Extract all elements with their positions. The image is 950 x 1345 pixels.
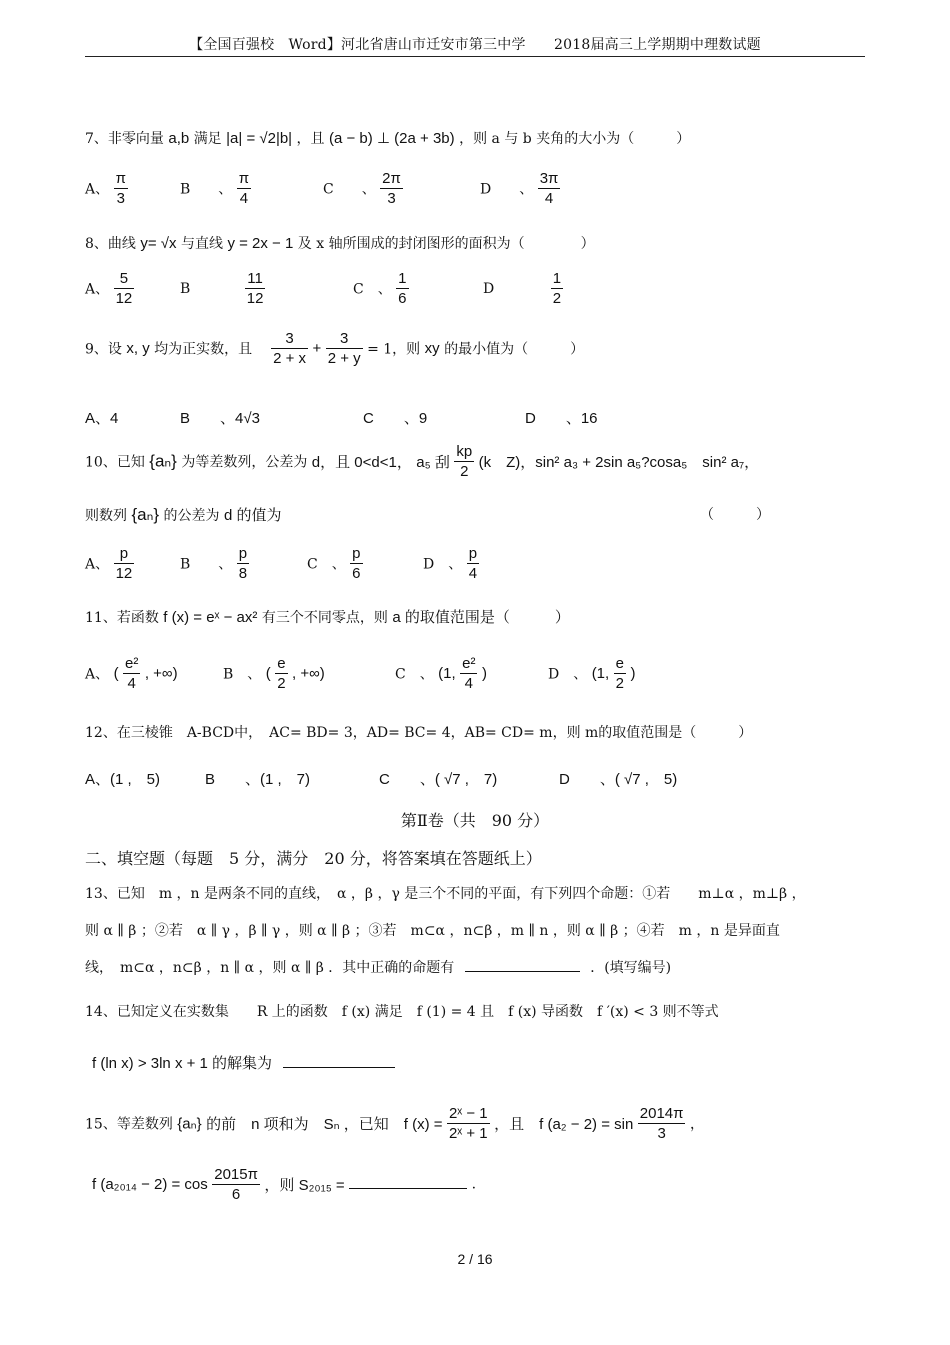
fraction	[614, 655, 626, 692]
option-label: A、	[85, 181, 110, 198]
numerator: p	[114, 545, 135, 564]
option-label: C 、	[307, 556, 346, 573]
denominator: 12	[115, 290, 133, 307]
q10-mid: 为等差数列，公差为	[181, 454, 308, 471]
question-15-line-2	[92, 1166, 476, 1203]
q12-option-b: B 、(1 , 7)	[205, 771, 311, 788]
interval-close: , +∞)	[292, 665, 325, 682]
q7-cond-math: |a| = √2|b|	[226, 130, 293, 147]
numerator: 1	[552, 270, 562, 287]
q10-answer-paren: （ ）	[700, 507, 770, 523]
fraction	[538, 170, 561, 207]
q9-suffix: 的最小值为（ ）	[444, 341, 585, 358]
fraction	[551, 270, 563, 307]
q10-line2b: 的公差为	[163, 508, 220, 524]
question-9	[85, 330, 584, 367]
q9-option-c: C 、9	[363, 410, 428, 427]
q9-option-a: A、4	[85, 410, 119, 427]
fraction	[460, 655, 477, 692]
section-title: 第Ⅱ卷（共 90 分）	[400, 811, 550, 830]
q9-plus: +	[312, 340, 322, 357]
q15-seq: {aₙ}	[177, 1115, 202, 1133]
q11-option-d	[548, 655, 635, 692]
numerator: 1	[398, 270, 407, 287]
denominator: 2ˣ + 1	[448, 1125, 488, 1142]
denominator: 2	[460, 463, 469, 480]
denominator: 4	[468, 565, 478, 582]
option-label: B 、	[180, 556, 233, 573]
numerator: 2ˣ − 1	[448, 1105, 488, 1122]
fraction	[275, 655, 287, 692]
numerator: π	[115, 170, 126, 187]
question-14-line-1: 14、已知定义在实数集 R 上的函数 f (x) 满足 f (1) = 4 且 f (x) 导函数 f ′(x) < 3 则不等式	[85, 1004, 719, 1020]
q15-period: .	[471, 1176, 477, 1193]
numerator: p	[238, 545, 248, 562]
fraction	[350, 545, 362, 582]
page-number: 2 / 16	[457, 1251, 493, 1267]
q8-curve: y= √x	[140, 235, 177, 252]
q8-mid: 与直线	[181, 236, 223, 252]
question-12: 12、在三棱锥 A-BCD中， AC= BD= 3，AD= BC= 4，AB= CD= m，则 m的取值范围是（ ）	[85, 725, 753, 741]
q8-suffix: 及 x 轴所围成的封闭图形的面积为（ ）	[297, 236, 595, 252]
question-10	[85, 443, 759, 480]
q10-condition: (k Z)，sin² a₃ + 2sin a₅?cosa₅ sin² a₇，	[478, 454, 760, 471]
denominator: 4	[239, 190, 249, 207]
q10-option-c	[307, 545, 363, 582]
interval-close: , +∞)	[144, 665, 178, 682]
denominator: 3	[387, 190, 396, 207]
numerator: e	[615, 655, 624, 672]
q11-prefix: 11、若函数	[85, 610, 159, 626]
option-label: A、	[85, 666, 110, 683]
fraction	[114, 270, 135, 307]
q9-fraction-1	[271, 330, 308, 367]
q9-xy: xy	[424, 340, 440, 357]
section-subtitle: 二、填空题（每题 5 分，满分 20 分，将答案填在答题纸上）	[85, 849, 542, 868]
q7-vectors: a,b	[168, 130, 190, 147]
numerator: p	[352, 545, 361, 562]
numerator: e²	[462, 655, 476, 672]
denominator: 12	[246, 290, 264, 307]
q9-prefix: 9、设	[85, 341, 122, 358]
option-label: B 、	[223, 666, 262, 683]
q13-suffix: ．(填写编号)	[590, 960, 672, 976]
interval-close: )	[481, 665, 487, 682]
fraction	[114, 545, 135, 582]
q11-option-c	[395, 655, 487, 692]
interval-close: )	[630, 665, 636, 682]
numerator: π	[238, 170, 250, 187]
q15-answer-blank[interactable]	[349, 1174, 467, 1189]
denominator: 4	[544, 190, 554, 207]
option-label: D 、	[548, 666, 588, 683]
denominator: 8	[238, 565, 248, 582]
option-label: B 、	[180, 181, 233, 198]
q8-option-d	[483, 270, 563, 307]
numerator: 2015π	[214, 1166, 258, 1183]
denominator: 2 + y	[327, 350, 361, 367]
denominator: 3	[657, 1125, 666, 1142]
denominator: 6	[352, 565, 361, 582]
q10-option-d	[423, 545, 479, 582]
question-8	[85, 233, 595, 253]
q8-option-a	[85, 270, 134, 307]
numerator: kp	[456, 443, 473, 460]
denominator: 4	[127, 675, 136, 692]
q7-option-d	[480, 170, 560, 207]
q15-function-fraction	[447, 1105, 490, 1142]
q10-option-b	[180, 545, 249, 582]
interval-open: (1,	[438, 665, 456, 682]
q10-option-a	[85, 545, 134, 582]
q15-and: ，且 f (a₂ − 2) = sin	[494, 1116, 634, 1133]
question-13-line-1: 13、已知 m ，n 是两条不同的直线， α ，β ，γ 是三个不同的平面，有下列四个命题：①若 m⊥α ，m⊥β ，	[85, 886, 806, 902]
q7-prefix: 7、非零向量	[85, 131, 164, 147]
option-label: D 、	[423, 556, 463, 573]
question-11	[85, 606, 570, 627]
numerator: 3	[271, 330, 308, 349]
numerator: 3π	[539, 170, 559, 187]
q7-angle-text: a 与 b 夹角的大小为（ ）	[491, 131, 691, 147]
q11-option-b	[223, 655, 325, 692]
option-label: C 、	[353, 281, 392, 298]
question-14-line-2	[92, 1052, 401, 1073]
fraction	[467, 545, 479, 582]
numerator: 11	[245, 270, 266, 289]
numerator: 2014π	[639, 1105, 684, 1122]
q11-options	[85, 655, 865, 703]
q9-eq: = 1，则	[367, 341, 421, 358]
q10-prefix: 10、已知	[85, 454, 145, 471]
option-label: C 、	[395, 666, 434, 683]
q14-text: f (ln x) > 3ln x + 1 的解集为	[92, 1055, 273, 1072]
q15-comma: ，	[689, 1116, 704, 1133]
question-13-line-2: 则 α ∥ β ；②若 α ∥ γ ，β ∥ γ ，则 α ∥ β ；③若 m⊂α ，n⊂β ，m ∥ n ，则 α ∥ β ；④若 m ，n 是异面直	[85, 923, 780, 939]
fraction	[237, 545, 249, 582]
q14-answer-blank[interactable]	[283, 1053, 395, 1068]
q12-option-d: D 、( √7 , 5)	[559, 771, 678, 788]
q15-sin-fraction	[638, 1105, 686, 1142]
fraction	[237, 170, 251, 207]
interval-open: (	[265, 665, 271, 682]
q12-options	[85, 768, 865, 790]
numerator: e	[277, 655, 286, 672]
denominator: 2	[615, 675, 624, 692]
q8-prefix: 8、曲线	[85, 236, 136, 252]
question-13-line-3	[85, 957, 671, 977]
denominator: 2	[552, 290, 562, 307]
fraction	[380, 170, 403, 207]
denominator: 4	[464, 675, 473, 692]
q7-and: ，且	[296, 131, 325, 147]
fraction	[123, 655, 140, 692]
denominator: 6	[398, 290, 407, 307]
q10-seq: {aₙ}	[149, 451, 177, 471]
numerator: 2π	[382, 170, 401, 187]
q15-cos-text: f (a₂₀₁₄ − 2) = cos	[92, 1176, 208, 1193]
q12-option-a: A、(1 , 5)	[85, 771, 161, 788]
q10-d: d，且 0<d<1，	[311, 454, 412, 471]
q11-suffix: 有三个不同零点，则	[261, 610, 388, 626]
q15-mid: 的前 n 项和为 Sₙ ，已知 f (x) =	[206, 1116, 443, 1133]
q7-option-c	[323, 170, 403, 207]
q9-option-d: D 、16	[525, 410, 598, 427]
numerator: 3	[326, 330, 363, 349]
q7-option-b	[180, 170, 251, 207]
option-label: A、	[85, 556, 110, 573]
question-15-line-1	[85, 1105, 704, 1142]
q9-vars: x, y	[126, 340, 150, 357]
interval-open: (1,	[591, 665, 610, 682]
q11-range-text: a 的取值范围是（ ）	[392, 609, 570, 626]
q7-perp: (a − b) ⊥ (2a + 3b)	[329, 130, 455, 147]
q13-answer-blank[interactable]	[465, 957, 580, 972]
option-label: D	[483, 280, 495, 297]
option-label: C 、	[323, 181, 376, 198]
option-label: A、	[85, 281, 110, 298]
fraction	[114, 170, 128, 207]
q9-mid: 均为正实数，且	[154, 341, 253, 358]
q11-function: f (x) = eˣ − ax²	[163, 609, 258, 626]
q8-options	[85, 270, 865, 316]
interval-open: (	[113, 665, 119, 682]
q13-text: 线， m⊂α ，n⊂β ，n ∥ α ，则 α ∥ β ．其中正确的命题有	[85, 960, 455, 976]
denominator: 3	[116, 190, 125, 207]
q9-fraction-2	[326, 330, 363, 367]
q10-seq-2: {aₙ}	[131, 505, 160, 524]
q7-cond-text: 满足	[193, 131, 222, 147]
option-label: B	[180, 280, 191, 297]
q7-options	[85, 170, 865, 216]
header-divider	[85, 56, 865, 57]
q15-sum-text: ，则 S₂₀₁₅ =	[264, 1177, 345, 1194]
denominator: 12	[115, 565, 133, 582]
q10-kp-fraction	[454, 443, 474, 480]
fraction	[245, 270, 266, 307]
numerator: p	[468, 545, 478, 562]
q12-option-c: C 、( √7 , 7)	[379, 771, 498, 788]
q15-prefix: 15、等差数列	[85, 1116, 173, 1133]
q7-option-a	[85, 170, 128, 207]
q7-then: ，则	[459, 131, 488, 147]
denominator: 2 + x	[273, 350, 307, 367]
q11-option-a	[85, 655, 178, 692]
q8-option-c	[353, 270, 409, 307]
q10-options	[85, 545, 865, 591]
q9-option-b: B 、4√3	[180, 410, 260, 427]
q8-line: y = 2x − 1	[227, 235, 294, 252]
q10-line-2	[85, 504, 865, 525]
q15-cos-fraction	[212, 1166, 260, 1203]
q10-a5: a₅ 刮	[416, 454, 450, 471]
denominator: 6	[231, 1186, 241, 1203]
fraction	[396, 270, 408, 307]
denominator: 2	[277, 675, 286, 692]
option-label: D 、	[480, 181, 534, 198]
q10-line2-text: 则数列	[85, 508, 127, 524]
q9-options	[85, 407, 865, 429]
numerator: 5	[114, 270, 135, 289]
q10-line2c: d 的值为	[223, 507, 282, 524]
page-header-title: 【全国百强校 Word】河北省唐山市迁安市第三中学 2018届高三上学期期中理数试题	[189, 37, 761, 53]
q8-option-b	[180, 270, 265, 307]
question-7	[85, 128, 690, 148]
numerator: e²	[125, 655, 139, 672]
